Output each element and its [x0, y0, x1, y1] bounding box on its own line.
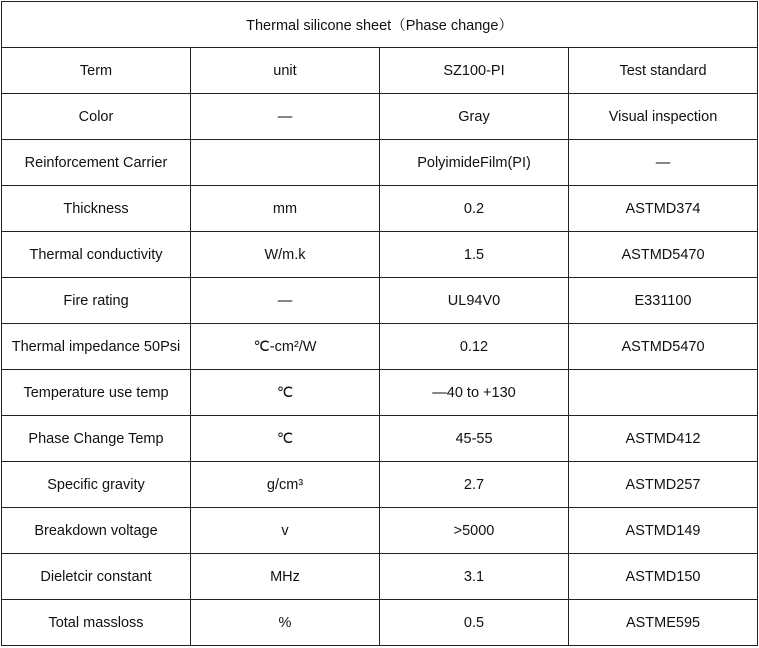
cell-unit: ℃: [191, 416, 380, 462]
cell-unit: MHz: [191, 554, 380, 600]
cell-test-standard: ASTMD5470: [569, 324, 758, 370]
cell-term: Color: [2, 94, 191, 140]
spec-table: [1, 1, 758, 646]
header-row: [2, 48, 758, 94]
title-row: [2, 2, 758, 48]
cell-test-standard: ASTMD5470: [569, 232, 758, 278]
cell-unit: W/m.k: [191, 232, 380, 278]
cell-test-standard: ASTME595: [569, 600, 758, 646]
cell-term: Thickness: [2, 186, 191, 232]
cell-test-standard: ASTMD149: [569, 508, 758, 554]
table-row: [2, 140, 758, 186]
cell-value: 3.1: [380, 554, 569, 600]
cell-test-standard: ASTMD257: [569, 462, 758, 508]
cell-unit: —: [191, 278, 380, 324]
cell-term: Breakdown voltage: [2, 508, 191, 554]
cell-term: Dieletcir constant: [2, 554, 191, 600]
table-row: [2, 462, 758, 508]
table-row: [2, 324, 758, 370]
table-row: [2, 508, 758, 554]
cell-test-standard: Visual inspection: [569, 94, 758, 140]
cell-test-standard: [569, 370, 758, 416]
cell-term: Thermal impedance 50Psi: [2, 324, 191, 370]
cell-term: Fire rating: [2, 278, 191, 324]
cell-test-standard: ASTMD150: [569, 554, 758, 600]
cell-value: Gray: [380, 94, 569, 140]
table-row: [2, 370, 758, 416]
cell-unit: mm: [191, 186, 380, 232]
cell-term: Thermal conductivity: [2, 232, 191, 278]
cell-value: 1.5: [380, 232, 569, 278]
table-row: [2, 186, 758, 232]
table-row: [2, 416, 758, 462]
cell-test-standard: —: [569, 140, 758, 186]
cell-value: 0.5: [380, 600, 569, 646]
cell-term: Reinforcement Carrier: [2, 140, 191, 186]
cell-test-standard: ASTMD412: [569, 416, 758, 462]
table-title: Thermal silicone sheet（Phase change）: [2, 2, 758, 48]
header-test-standard: Test standard: [569, 48, 758, 94]
cell-test-standard: ASTMD374: [569, 186, 758, 232]
cell-value: PolyimideFilm(PI): [380, 140, 569, 186]
table-row: [2, 600, 758, 646]
cell-value: 0.2: [380, 186, 569, 232]
cell-term: Phase Change Temp: [2, 416, 191, 462]
table-row: [2, 232, 758, 278]
cell-unit: ℃-cm²/W: [191, 324, 380, 370]
cell-unit: v: [191, 508, 380, 554]
cell-unit: —: [191, 94, 380, 140]
cell-value: >5000: [380, 508, 569, 554]
cell-unit: %: [191, 600, 380, 646]
header-term: Term: [2, 48, 191, 94]
cell-value: UL94V0: [380, 278, 569, 324]
header-unit: unit: [191, 48, 380, 94]
cell-term: Temperature use temp: [2, 370, 191, 416]
cell-unit: ℃: [191, 370, 380, 416]
cell-test-standard: E331100: [569, 278, 758, 324]
table-row: [2, 278, 758, 324]
cell-term: Specific gravity: [2, 462, 191, 508]
cell-unit: [191, 140, 380, 186]
cell-value: —40 to +130: [380, 370, 569, 416]
cell-value: 2.7: [380, 462, 569, 508]
cell-term: Total massloss: [2, 600, 191, 646]
cell-value: 0.12: [380, 324, 569, 370]
cell-value: 45-55: [380, 416, 569, 462]
table-row: [2, 554, 758, 600]
table-row: [2, 94, 758, 140]
cell-unit: g/cm³: [191, 462, 380, 508]
header-product: SZ100-PI: [380, 48, 569, 94]
